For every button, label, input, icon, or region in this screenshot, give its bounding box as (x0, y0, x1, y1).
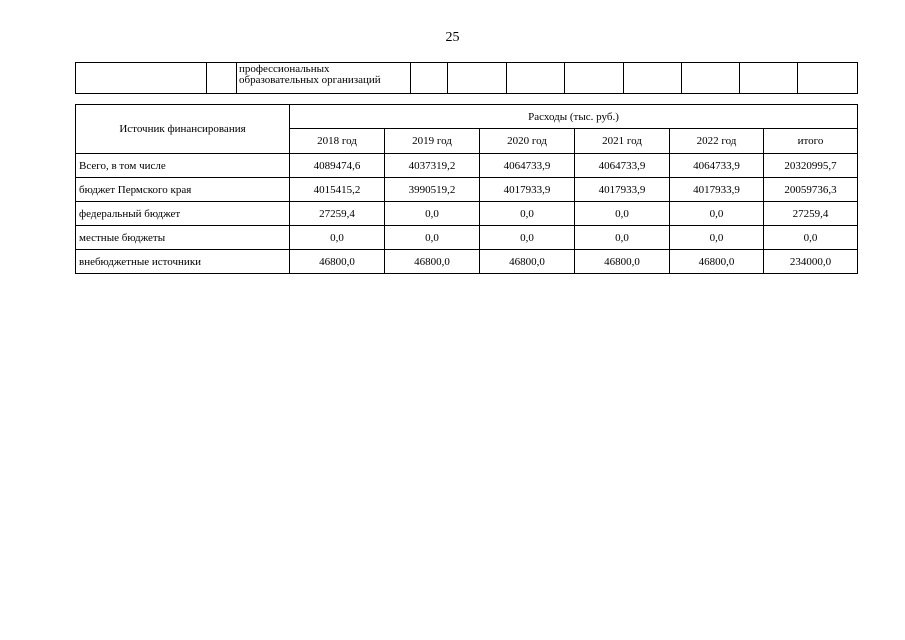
total-cell: 27259,4 (764, 202, 858, 226)
total-cell: 20320995,7 (764, 154, 858, 178)
fragment-cell (507, 63, 565, 94)
table-row (76, 250, 858, 274)
fragment-cell (682, 63, 740, 94)
fragment-cell (207, 63, 237, 94)
value-cell: 4064733,9 (480, 154, 575, 178)
financing-table (75, 104, 858, 274)
value-cell: 4037319,2 (385, 154, 480, 178)
row-label: федеральный бюджет (76, 202, 290, 226)
value-cell: 4017933,9 (480, 178, 575, 202)
row-label: внебюджетные источники (76, 250, 290, 274)
year-header: 2022 год (670, 129, 764, 154)
value-cell: 4017933,9 (670, 178, 764, 202)
table-row (76, 154, 858, 178)
fragment-text-cell (237, 63, 411, 94)
total-cell: 234000,0 (764, 250, 858, 274)
value-cell: 0,0 (575, 226, 670, 250)
value-cell: 46800,0 (290, 250, 385, 274)
value-cell: 0,0 (670, 226, 764, 250)
value-cell: 4089474,6 (290, 154, 385, 178)
table-row (76, 226, 858, 250)
row-label: Всего, в том числе (76, 154, 290, 178)
year-header: 2020 год (480, 129, 575, 154)
value-cell: 0,0 (480, 202, 575, 226)
fragment-cell (448, 63, 507, 94)
total-cell: 20059736,3 (764, 178, 858, 202)
fragment-text-line1: профессиональных (239, 63, 330, 75)
fragment-text-line2: образовательных организаций (239, 74, 381, 86)
value-cell: 0,0 (575, 202, 670, 226)
row-label: местные бюджеты (76, 226, 290, 250)
fragment-cell (624, 63, 682, 94)
row-label: бюджет Пермского края (76, 178, 290, 202)
page-number: 25 (445, 30, 460, 45)
continued-table-fragment (75, 62, 858, 94)
value-cell: 0,0 (670, 202, 764, 226)
fragment-cell (76, 63, 207, 94)
total-cell: 0,0 (764, 226, 858, 250)
year-header: 2021 год (575, 129, 670, 154)
fragment-cell (740, 63, 798, 94)
value-cell: 27259,4 (290, 202, 385, 226)
value-cell: 46800,0 (670, 250, 764, 274)
source-header: Источник финансирования (76, 105, 290, 154)
value-cell: 0,0 (480, 226, 575, 250)
value-cell: 46800,0 (575, 250, 670, 274)
year-header: 2018 год (290, 129, 385, 154)
value-cell: 0,0 (385, 202, 480, 226)
expenses-header: Расходы (тыс. руб.) (290, 105, 858, 129)
value-cell: 4017933,9 (575, 178, 670, 202)
value-cell: 4015415,2 (290, 178, 385, 202)
value-cell: 0,0 (290, 226, 385, 250)
fragment-row (76, 63, 858, 94)
value-cell: 3990519,2 (385, 178, 480, 202)
value-cell: 46800,0 (385, 250, 480, 274)
value-cell: 46800,0 (480, 250, 575, 274)
header-row (76, 105, 858, 129)
value-cell: 4064733,9 (670, 154, 764, 178)
table-row (76, 178, 858, 202)
value-cell: 0,0 (385, 226, 480, 250)
year-header: 2019 год (385, 129, 480, 154)
total-header: итого (764, 129, 858, 154)
fragment-cell (565, 63, 624, 94)
value-cell: 4064733,9 (575, 154, 670, 178)
table-row (76, 202, 858, 226)
fragment-cell (411, 63, 448, 94)
fragment-cell (798, 63, 858, 94)
